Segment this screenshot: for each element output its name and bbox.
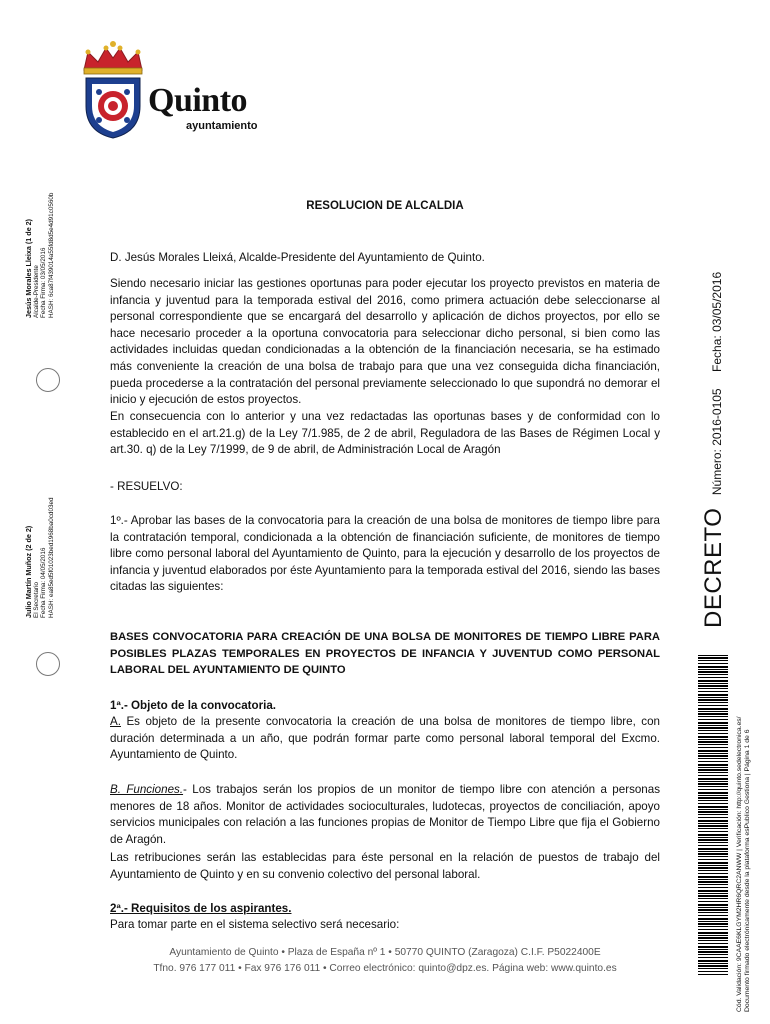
- signer-name: Julio Martín Muñoz (2 de 2): [24, 525, 33, 618]
- intro-paragraph: D. Jesús Morales Lleixá, Alcalde-Presidente del Ayuntamiento de Quinto.: [110, 251, 485, 264]
- decreto-fecha: Fecha: 03/05/2016: [710, 271, 724, 372]
- municipal-logo: [78, 40, 278, 140]
- resuelvo-heading: - RESUELVO:: [110, 480, 183, 493]
- signature-stamp-icon: [36, 368, 60, 392]
- point-1: 1º.- Aprobar las bases de la convocatoria para la creación de una bolsa de monitores de tiempo libre para la contratación temporal, condicionada a la obtención de financiación suficiente, de monitores de tiempo libre como personal laboral del Ayuntamiento de Quinto, para la ejecución y desarrollo de los proyectos de infancia y juventud elaborados por éste Ayuntamiento para la temporada estival del 2016, siendo las bases citadas las siguientes:: [110, 514, 660, 594]
- section-1-a: [110, 714, 660, 764]
- validation-text: [736, 716, 753, 1012]
- section-1-b-retribuciones: Las retribuciones serán las establecidas para éste personal en la relación de puestos de trabajo del Ayuntamiento de Quinto y en su convenio colectivo del personal laboral.: [110, 851, 660, 881]
- signer-role: Alcalde-Presidente: [33, 265, 40, 318]
- section-1-a-label: A.: [110, 715, 121, 728]
- sign-hash: HASH: 6ca87f439014a55fd8d5e4d91c0560b: [47, 192, 55, 318]
- section-2-heading: [110, 901, 660, 918]
- footer-address: Ayuntamiento de Quinto • Plaza de España nº 1 • 50770 QUINTO (Zaragoza) C.I.F. P5022400E: [169, 947, 601, 958]
- coat-of-arms-icon: [78, 40, 148, 140]
- logo-subtitle: ayuntamiento: [186, 120, 258, 132]
- signature-block-1: [24, 193, 55, 318]
- paragraph-2: En consecuencia con lo anterior y una vez redactadas las oportunas bases y de conformidad con lo establecido en el art.21.g) de la Ley 7/1.985, de 2 de abril, Reguladora de las Bases de Régimen Local y art.30. q) de la Ley 7/1999, de 9 de abril, de Administración Local de Aragón: [110, 410, 660, 457]
- paragraph-1: Siendo necesario iniciar las gestiones oportunas para poder ejecutar los proyecto previstos en materia de infancia y juventud para la temporada estival del 2016, como primera actuación debe seleccionarse al personal correspondiente que se encargará del desarrollo y aplicación de dichos proyectos, por ello se hace necesario proceder a la oportuna convocatoria para seleccionar dicho personal, si bien como las actividades incluidas quedan condicionadas a la obtención de la financiación necesaria, se ha estimado más conveniente la creación de una bolsa de trabajo para que una vez conseguida dicha financiación, pueda procederse a la contratación del personal previamente seleccionado lo que supondrá no demorar el inicio y ejecución de estos proyectos.: [110, 277, 660, 407]
- footer-contact: Tfno. 976 177 011 • Fax 976 176 011 • Correo electrónico: quinto@dpz.es. Página web: www.quinto.es: [153, 963, 617, 974]
- section-1-b-label: B. Funciones.: [110, 783, 184, 796]
- section-1-heading: 1ª.- Objeto de la convocatoria.: [110, 699, 276, 712]
- validation-platform: Documento firmado electrónicamente desde la plataforma esPublico Gestiona | Página 1 de 6: [744, 729, 752, 1012]
- section-1-a-text: Es objeto de la presente convocatoria la creación de una bolsa de monitores de tiempo libre, con duración determinada a un año, que podrán formar parte como personal laboral temporal del Excmo. Ayuntamiento de Quinto.: [110, 715, 660, 762]
- section-2-heading-text: 2ª.- Requisitos de los aspirantes.: [110, 902, 292, 915]
- validation-code: Cód. Validación: 9CAAE6KLGYM2HR6QRC2ANWW | Verificación: http://quinto.sedelectronica.es/: [736, 716, 743, 1012]
- sign-date: Fecha Firma: 03/05/2016: [40, 247, 48, 318]
- document-title: RESOLUCION DE ALCALDIA: [306, 200, 464, 212]
- section-1-b-text: - Los trabajos serán los propios de un monitor de tiempo libre con atención a personas menores de 18 años. Monitor de actividades socioculturales, ludotecas, proyectos de conciliación, apoyo servicios municipales con relación a las funciones propias de Monitor de Tiempo Libre que fija el Gobierno de Aragón.: [110, 783, 661, 846]
- signer-role: El Secretario: [33, 581, 40, 618]
- section-1-b: [110, 782, 660, 848]
- bases-title: BASES CONVOCATORIA PARA CREACIÓN DE UNA BOLSA DE MONITORES DE TIEMPO LIBRE PARA POSIBLES PLAZAS TEMPORALES EN PROYECTOS DE INFANCIA Y JUVENTUD COMO PERSONAL LABORAL DEL AYUNTAMIENTO DE QUINTO: [110, 631, 660, 677]
- signer-name: Jesús Morales Lleixa (1 de 2): [24, 218, 33, 318]
- decreto-numero: Número: 2016-0105: [710, 388, 724, 496]
- validation-barcode: [698, 655, 728, 975]
- decreto-block: [700, 272, 728, 628]
- sign-hash: HASH: ea85ed5f01023bed1968ba0cd03ed: [47, 497, 55, 618]
- logo-wordmark: Quinto: [148, 82, 248, 119]
- decreto-label: DECRETO: [700, 507, 727, 628]
- section-2-text: Para tomar parte en el sistema selectivo será necesario:: [110, 918, 400, 931]
- sign-date: Fecha Firma: 04/05/2016: [40, 547, 48, 618]
- signature-block-2: [24, 498, 55, 618]
- signature-stamp-icon: [36, 652, 60, 676]
